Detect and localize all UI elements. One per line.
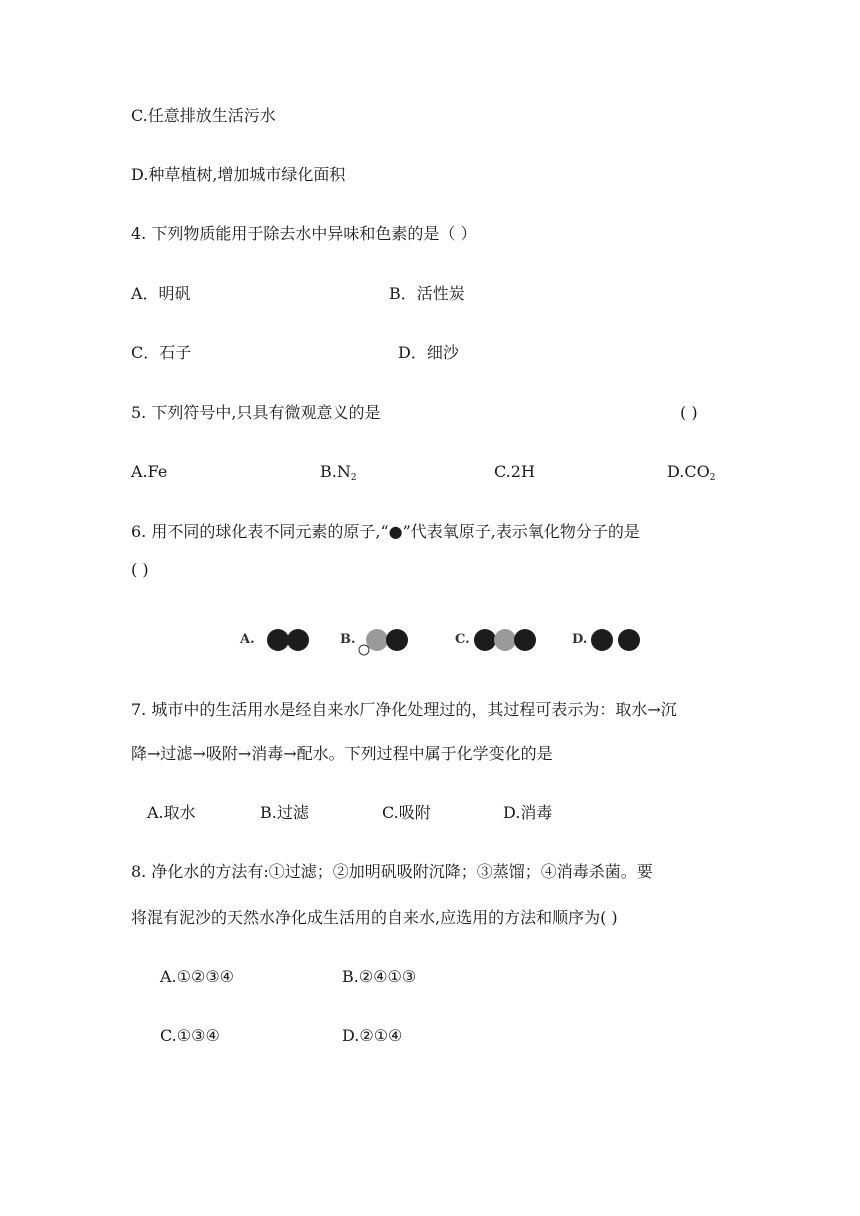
q6-molecule-models [230, 620, 670, 666]
q8-stem-line1: 8. 净化水的方法有:①过滤；②加明矾吸附沉降；③蒸馏；④消毒杀菌。要 [131, 862, 653, 881]
q8-option-a: A.①②③④ [160, 967, 235, 986]
q8-stem-line2: 将混有泥沙的天然水净化成生活用的自来水,应选用的方法和顺序为( ) [131, 908, 618, 927]
q5-option-d [667, 462, 715, 488]
q6-model-b [340, 620, 430, 666]
q5-option-b-formula: B.N [320, 462, 351, 481]
q5-option-a: A.Fe [131, 462, 168, 481]
q4-option-b: B．活性炭 [389, 284, 465, 303]
q5-option-b-subscript: 2 [350, 473, 357, 483]
q6-stem-line1: 6. 用不同的球化表不同元素的原子,“●”代表氧原子,表示氧化物分子的是 [131, 522, 640, 541]
q8-option-b: B.②④①③ [342, 967, 417, 986]
q6-model-a [240, 620, 320, 666]
q4-option-c: C．石子 [131, 343, 192, 362]
q5-option-d-subscript: 2 [709, 473, 716, 483]
q6-model-b-label: B. [340, 632, 356, 647]
q6-model-d [572, 620, 662, 666]
q5-option-b [320, 462, 357, 488]
q6-model-a-label: A. [240, 632, 255, 647]
q3-option-c: C.任意排放生活污水 [131, 106, 276, 125]
q6-model-d-molecule-icon [572, 620, 662, 666]
q6-model-c [455, 620, 555, 666]
q5-option-c: C.2H [494, 462, 535, 481]
q7-stem-line1: 7. 城市中的生活用水是经自来水厂净化处理过的，其过程可表示为：取水→沉 [131, 700, 677, 719]
q6-model-c-molecule-icon [455, 620, 555, 666]
q5-stem: 5. 下列符号中,只具有微观意义的是 [131, 403, 381, 422]
q3-option-d: D.种草植树,增加城市绿化面积 [131, 165, 346, 184]
q7-option-b: B.过滤 [260, 803, 309, 822]
q6-model-c-label: C. [455, 632, 470, 647]
q4-option-a: A．明矾 [131, 284, 191, 303]
q5-option-d-formula: D.CO [667, 462, 710, 481]
q4-stem: 4. 下列物质能用于除去水中异味和色素的是（ ） [131, 224, 477, 243]
q8-option-c: C.①③④ [160, 1026, 220, 1045]
q6-stem-line2: ( ) [131, 560, 149, 579]
q5-answer-paren: ( ) [680, 403, 698, 422]
q8-option-d: D.②①④ [342, 1026, 403, 1045]
q7-stem-line2: 降→过滤→吸附→消毒→配水。下列过程中属于化学变化的是 [131, 744, 553, 763]
q6-model-b-molecule-icon [340, 620, 430, 666]
q7-option-d: D.消毒 [503, 803, 553, 822]
q7-option-c: C.吸附 [382, 803, 431, 822]
q4-option-d: D．细沙 [398, 343, 459, 362]
q7-option-a: A.取水 [147, 803, 196, 822]
q6-model-d-label: D. [572, 632, 588, 647]
q6-model-a-molecule-icon [240, 620, 320, 666]
